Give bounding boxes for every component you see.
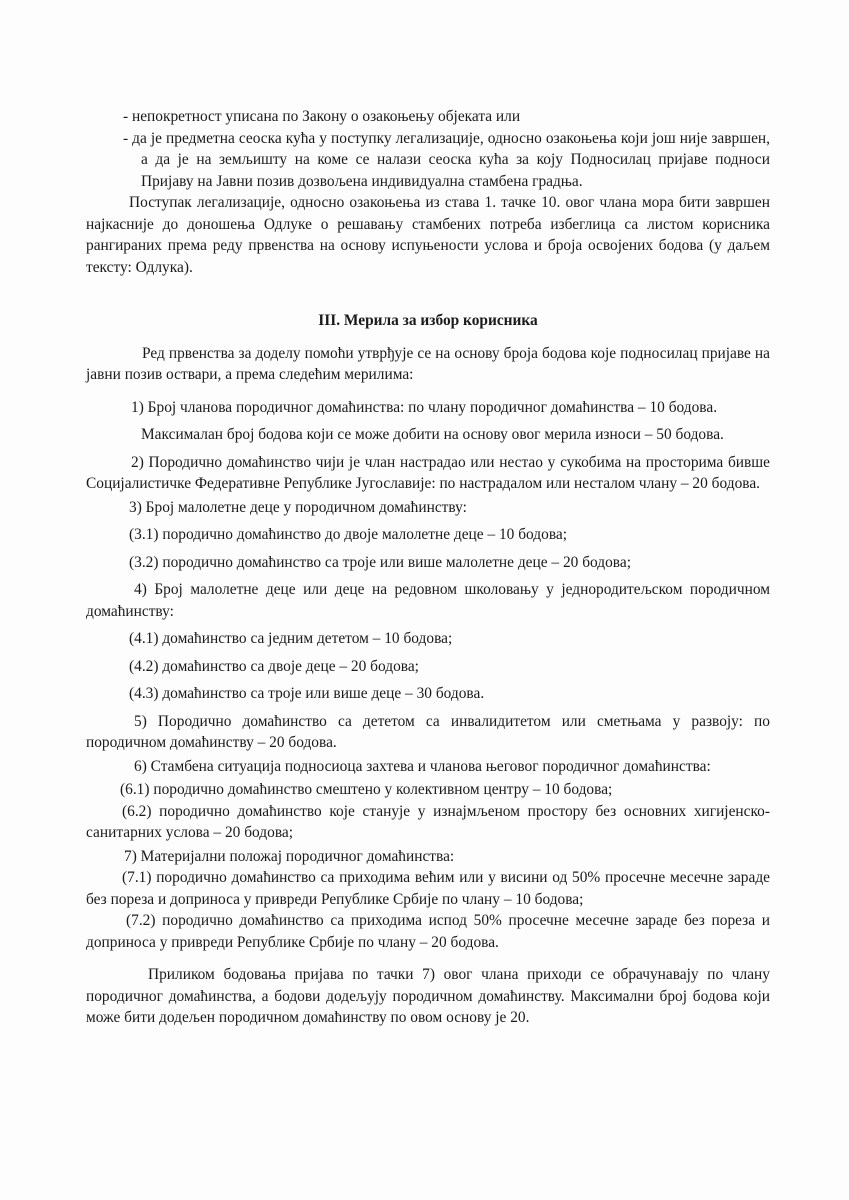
criterion-7: 7) Материјални положај породичног домаћинства: — [124, 847, 455, 865]
spacer — [86, 332, 770, 343]
criterion-4-2: (4.2) домаћинство са двоје деце – 20 бодова; — [129, 657, 419, 675]
closing-paragraph: Приликом бодовања пријава по тачки 7) овог члана приходи се обрачунавају по члану породичног домаћинства, а бодови додељују породичном домаћинству. Максимални број бодова који може бити додељен породичном домаћинству по овом основу је 20. — [86, 966, 770, 1026]
intro-bullet-2: - да је предметна сеоска кућа у поступку легализације, односно озакоњења који још није завршен, а да је на земљишту на коме се налази сеоска кућа за коју Подносилац пријаве подноси Пријаву на Јавни позив дозвољена индивидуална стамбена градња. — [123, 129, 770, 190]
criterion-3: 3) Број малолетне деце у породичном домаћинству: — [129, 498, 467, 516]
spacer — [86, 386, 770, 397]
criterion-3-2: (3.2) породично домаћинство са троје или више малолетне деце – 20 бодова; — [129, 553, 631, 571]
criterion-4-1: (4.1) домаћинство са једним дететом – 10 бодова; — [129, 630, 453, 647]
spacer — [86, 953, 770, 964]
intro-bullet-1: - непокретност уписана по Закону о озакоњењу објеката или — [123, 108, 521, 125]
section-title: III. Мерила за избор корисника — [318, 312, 538, 329]
criterion-7-2: (7.2) породично домаћинство са приходима испод 50% просечне месечне зараде без пореза и доприноса у привреди Републике Србије по члану – 20 бодова. — [86, 912, 770, 951]
document-body — [86, 106, 770, 1029]
criterion-7-1: (7.1) породично домаћинство са приходима већим или у висини од 50% просечне месечне зараде без пореза и доприноса у привреди Републике Србије по члану – 10 бодова; — [86, 869, 770, 908]
criterion-4-3: (4.3) домаћинство са троје или више деце – 30 бодова. — [129, 685, 485, 702]
criterion-2: 2) Породично домаћинство чији је члан настрадао или нестао у сукобима на просторима бивше Социјалистичке Федеративне Републике Југославије: по настрадалом или несталом члану – 20 бодова. — [86, 453, 770, 492]
criterion-1: 1) Број чланова породичног домаћинства: по члану породичног домаћинства – 10 бодова. — [131, 398, 718, 416]
criterion-6: 6) Стамбена ситуација подносиоца захтева и чланова његовог породичног домаћинства: — [134, 757, 711, 775]
criterion-1-max: Максималан број бодова који се може добити на основу овог мерила износи – 50 бодова. — [141, 426, 724, 443]
criterion-3-1: (3.1) породично домаћинство до двоје малолетне деце – 10 бодова; — [129, 526, 568, 543]
criterion-6-2: (6.2) породично домаћинство које станује у изнајмљеном простору без основних хигијенско-санитарних услова – 20 бодова; — [86, 802, 770, 841]
section-intro: Ред првенства за доделу помоћи утврђује се на основу броја бодова које подносилац пријаве на јавни позив оствари, а према следећим мерилима: — [86, 344, 770, 383]
spacer — [86, 278, 770, 310]
criterion-6-1: (6.1) породично домаћинство смештено у колективном центру – 10 бодова; — [120, 781, 613, 798]
criterion-5: 5) Породично домаћинство са дететом са инвалидитетом или сметњама у развоју: по породичном домаћинству – 20 бодова. — [86, 712, 770, 751]
intro-paragraph: Поступак легализације, односно озакоњења из става 1. тачке 10. овог члана мора бити завршен најкасније до доношења Одлуке о решавању стамбених потреба избеглица са листом корисника рангираних према реду првенства на основу испуњености услова и броја освојених бодова (у даљем тексту: Одлука). — [86, 194, 770, 276]
criterion-4: 4) Број малолетне деце или деце на редовном школовању у једнородитељском породичном домаћинству: — [86, 581, 770, 620]
